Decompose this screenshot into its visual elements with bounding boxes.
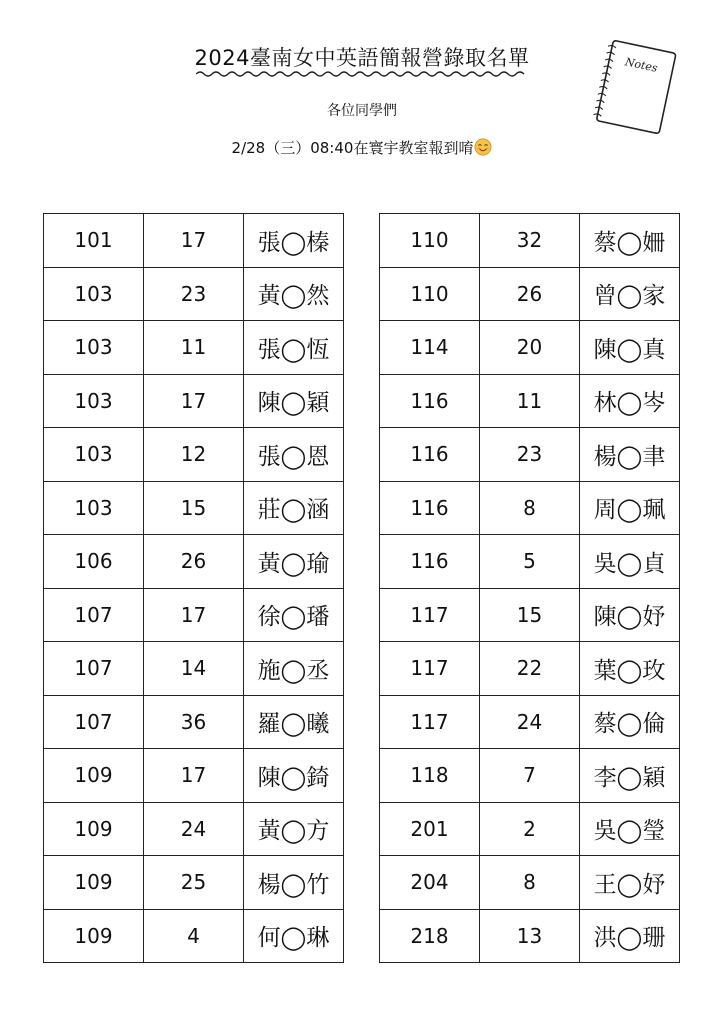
seat-number-cell: 32 (480, 214, 580, 268)
student-name-cell: 黃◯方 (244, 802, 344, 856)
class-cell: 103 (44, 321, 144, 375)
class-cell: 118 (380, 749, 480, 803)
class-cell: 116 (380, 374, 480, 428)
student-name-cell: 王◯妤 (580, 856, 680, 910)
seat-number-cell: 24 (480, 695, 580, 749)
table-row (44, 321, 344, 375)
student-name-cell: 陳◯穎 (244, 374, 344, 428)
table-row (44, 535, 344, 589)
table-row (44, 428, 344, 482)
student-name-cell: 張◯榛 (244, 214, 344, 268)
class-cell: 204 (380, 856, 480, 910)
student-name-cell: 周◯珮 (580, 481, 680, 535)
table-row (380, 321, 680, 375)
class-cell: 107 (44, 642, 144, 696)
seat-number-cell: 23 (480, 428, 580, 482)
student-name-cell: 陳◯真 (580, 321, 680, 375)
student-name-cell: 徐◯璠 (244, 588, 344, 642)
student-name-cell: 施◯丞 (244, 642, 344, 696)
seat-number-cell: 12 (144, 428, 244, 482)
table-row (44, 642, 344, 696)
class-cell: 110 (380, 267, 480, 321)
seat-number-cell: 23 (144, 267, 244, 321)
table-row (380, 535, 680, 589)
seat-number-cell: 25 (144, 856, 244, 910)
table-row (380, 214, 680, 268)
table-row (44, 802, 344, 856)
smiling-face-icon (474, 138, 492, 156)
seat-number-cell: 26 (480, 267, 580, 321)
student-name-cell: 曾◯家 (580, 267, 680, 321)
greeting-text: 各位同學們 (327, 103, 397, 119)
student-name-cell: 張◯恆 (244, 321, 344, 375)
table-row (380, 267, 680, 321)
class-cell: 109 (44, 909, 144, 963)
student-name-cell: 李◯穎 (580, 749, 680, 803)
seat-number-cell: 36 (144, 695, 244, 749)
student-name-cell: 羅◯曦 (244, 695, 344, 749)
table-row (380, 695, 680, 749)
seat-number-cell: 11 (480, 374, 580, 428)
roster-table-left (43, 213, 344, 963)
student-name-cell: 楊◯聿 (580, 428, 680, 482)
seat-number-cell: 14 (144, 642, 244, 696)
title-underline-squiggle (196, 70, 526, 78)
table-row (380, 588, 680, 642)
student-name-cell: 林◯岑 (580, 374, 680, 428)
student-name-cell: 楊◯竹 (244, 856, 344, 910)
seat-number-cell: 17 (144, 214, 244, 268)
class-cell: 109 (44, 749, 144, 803)
student-name-cell: 蔡◯姍 (580, 214, 680, 268)
class-cell: 116 (380, 535, 480, 589)
student-name-cell: 黃◯瑜 (244, 535, 344, 589)
class-cell: 117 (380, 695, 480, 749)
table-row (44, 749, 344, 803)
table-row (380, 374, 680, 428)
table-row (44, 267, 344, 321)
class-cell: 103 (44, 267, 144, 321)
class-cell: 107 (44, 695, 144, 749)
roster-table-right (379, 213, 680, 963)
seat-number-cell: 13 (480, 909, 580, 963)
seat-number-cell: 26 (144, 535, 244, 589)
seat-number-cell: 4 (144, 909, 244, 963)
class-cell: 103 (44, 481, 144, 535)
seat-number-cell: 2 (480, 802, 580, 856)
page-title: 2024臺南女中英語簡報營錄取名單 (194, 46, 530, 70)
student-name-cell: 張◯恩 (244, 428, 344, 482)
student-name-cell: 陳◯妤 (580, 588, 680, 642)
student-name-cell: 洪◯珊 (580, 909, 680, 963)
table-row (380, 856, 680, 910)
seat-number-cell: 17 (144, 588, 244, 642)
student-name-cell: 黃◯然 (244, 267, 344, 321)
seat-number-cell: 11 (144, 321, 244, 375)
class-cell: 109 (44, 802, 144, 856)
student-name-cell: 吳◯貞 (580, 535, 680, 589)
student-name-cell: 吳◯瑩 (580, 802, 680, 856)
table-row (380, 642, 680, 696)
class-cell: 218 (380, 909, 480, 963)
class-cell: 117 (380, 642, 480, 696)
seat-number-cell: 17 (144, 749, 244, 803)
seat-number-cell: 24 (144, 802, 244, 856)
seat-number-cell: 8 (480, 481, 580, 535)
class-cell: 103 (44, 374, 144, 428)
student-name-cell: 何◯琳 (244, 909, 344, 963)
seat-number-cell: 7 (480, 749, 580, 803)
table-row (44, 856, 344, 910)
seat-number-cell: 22 (480, 642, 580, 696)
student-name-cell: 莊◯涵 (244, 481, 344, 535)
check-in-notice-text: 2/28（三）08:40在寰宇教室報到唷 (231, 139, 474, 157)
notebook-label: Notes (623, 55, 659, 75)
seat-number-cell: 8 (480, 856, 580, 910)
table-row (380, 428, 680, 482)
student-name-cell: 蔡◯倫 (580, 695, 680, 749)
class-cell: 116 (380, 428, 480, 482)
table-row (44, 695, 344, 749)
class-cell: 101 (44, 214, 144, 268)
table-row (380, 481, 680, 535)
seat-number-cell: 15 (144, 481, 244, 535)
class-cell: 107 (44, 588, 144, 642)
notebook-icon (590, 40, 682, 136)
table-row (380, 909, 680, 963)
class-cell: 110 (380, 214, 480, 268)
check-in-notice (0, 137, 724, 158)
class-cell: 116 (380, 481, 480, 535)
class-cell: 114 (380, 321, 480, 375)
student-name-cell: 陳◯錡 (244, 749, 344, 803)
table-row (44, 481, 344, 535)
table-row (44, 588, 344, 642)
seat-number-cell: 20 (480, 321, 580, 375)
class-cell: 103 (44, 428, 144, 482)
table-row (380, 749, 680, 803)
class-cell: 201 (380, 802, 480, 856)
table-row (44, 374, 344, 428)
table-row (380, 802, 680, 856)
class-cell: 109 (44, 856, 144, 910)
seat-number-cell: 17 (144, 374, 244, 428)
student-name-cell: 葉◯玫 (580, 642, 680, 696)
table-row (44, 909, 344, 963)
class-cell: 106 (44, 535, 144, 589)
table-row (44, 214, 344, 268)
seat-number-cell: 5 (480, 535, 580, 589)
seat-number-cell: 15 (480, 588, 580, 642)
class-cell: 117 (380, 588, 480, 642)
